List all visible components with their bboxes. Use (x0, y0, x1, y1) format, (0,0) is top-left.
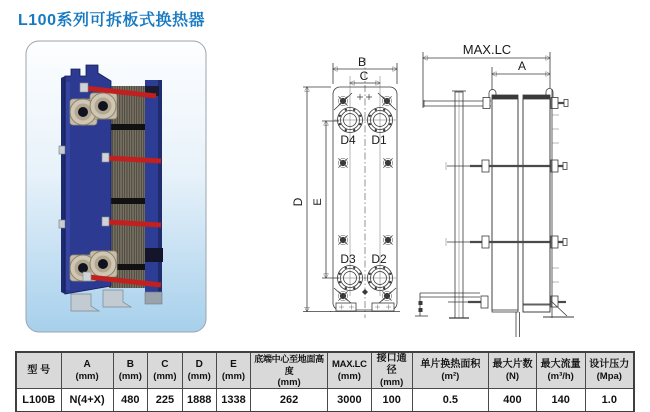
col-header-a: A (mm) (61, 352, 113, 389)
cell-b: 480 (113, 389, 148, 412)
spec-table (15, 351, 635, 412)
drawing-side-view (408, 40, 650, 340)
dim-label-e: E (312, 198, 324, 206)
col-header-d: D (mm) (182, 352, 216, 389)
col-header-e: E (mm) (216, 352, 251, 389)
dim-label-c: C (359, 69, 369, 83)
cell-max-lc: 3000 (327, 389, 371, 412)
col-header-b: B (mm) (113, 352, 148, 389)
product-photo-illustration (25, 40, 207, 333)
cell-c: 225 (148, 389, 183, 412)
cell-d: 1888 (182, 389, 216, 412)
spec-table-value-row (16, 389, 634, 412)
col-header-port-diameter: 接口通径 (mm) (371, 352, 412, 389)
dim-label-max-lc: MAX.LC (462, 42, 512, 57)
page-title: L100系列可拆板式换热器 (18, 12, 205, 29)
side-view-end-plate (552, 89, 559, 318)
cell-max-flow: 140 (536, 389, 585, 412)
col-header-max-plates: 最大片数 (N) (489, 352, 537, 389)
port-label-d3: D3 (340, 252, 356, 266)
cell-max-plates: 400 (489, 389, 537, 412)
cell-plate-area: 0.5 (412, 389, 489, 412)
cell-design-pressure: 1.0 (585, 389, 634, 412)
port-label-d4: D4 (340, 133, 356, 147)
col-header-design-pressure: 设计压力 (Mpa) (585, 352, 634, 389)
port-label-d1: D1 (371, 133, 387, 147)
front-view-dimensions (291, 55, 397, 312)
side-view-frame-plate (449, 91, 469, 318)
col-header-base-height: 底端中心至地面高度 (mm) (251, 352, 328, 389)
drawing-front-view (280, 40, 422, 340)
col-header-c: C (mm) (148, 352, 183, 389)
port-label-d2: D2 (371, 252, 387, 266)
cell-base-height: 262 (251, 389, 328, 412)
cell-a: N(4+X) (61, 389, 113, 412)
cell-port-diameter: 100 (371, 389, 412, 412)
spec-table-header-row (16, 352, 634, 389)
dim-label-b: B (357, 55, 367, 69)
cell-model: L100B (16, 389, 61, 412)
col-header-max-lc: MAX.LC (mm) (327, 352, 371, 389)
front-view-plate (333, 58, 397, 318)
col-header-max-flow: 最大流量 (m³/h) (536, 352, 585, 389)
col-header-model: 型 号 (16, 352, 61, 389)
col-header-plate-area: 单片换热面积 (m²) (412, 352, 489, 389)
dim-label-a: A (517, 59, 527, 73)
cell-e: 1338 (216, 389, 251, 412)
side-view-plate-pack (492, 95, 550, 312)
dim-label-d: D (291, 197, 305, 207)
product-photo-frame (25, 40, 207, 333)
